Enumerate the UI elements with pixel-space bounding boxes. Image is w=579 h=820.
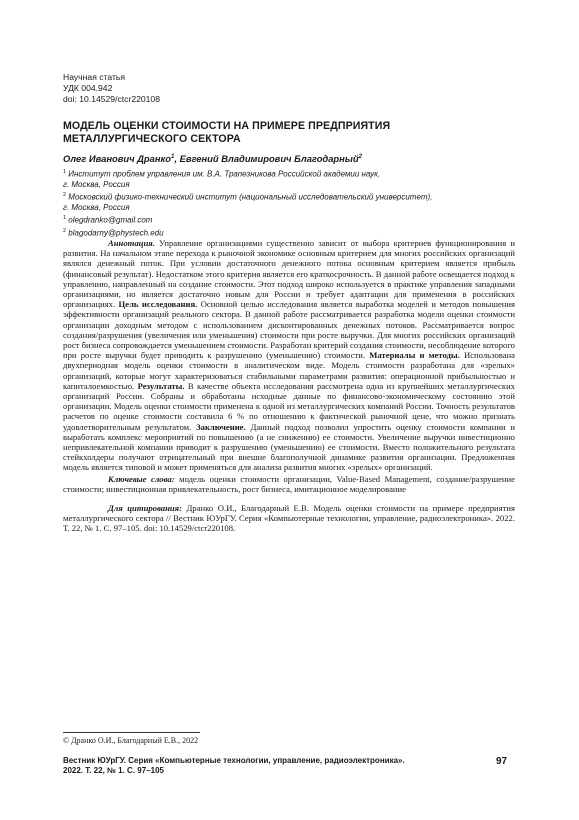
abstract-text-5: Данный подход позволил упростить оценку стоимости компании и выработать комплекс мероприятий по повышению (а не снижению) ее стоимости. Увеличение выручки инвестиционно непривлекательной компании приводит к разрушению (уменьшению) ее стоимости. Вместо положительного результата стейкхолдеры получают отрицательный при внешне благополучной динамике развития организации. Предложенная модель является типовой и может применяться для анализа развития многих «зрелых» организаций. [63,421,515,473]
email-2[interactable]: blagodarny@phystech.edu [66,228,164,238]
author-1: Олег Иванович Дранко [63,153,172,164]
author-2-sup: 2 [358,153,362,160]
abstract-text-2: Основной целью исследования является выработка моделей и методов повышения эффективности организаций реального сектора. В данной работе рассматривается разработка модели оценки стоимости организации доходным методом с использованием дисконтированных денежных потоков. Рассматривается вопрос создания/разрушения (увеличения или уменьшения) стоимости при росте выручки. Для многих российских организаций рост бизнеса сопровождается уменьшением стоимости. Разработан критерий создания стоимости, несоблюдение которого при росте выручки будет приводить к разрушению (уменьшению) стоимости. [63,299,516,361]
keywords-text: модель оценки стоимости организации, Value-Based Management, создание/разрушение стоимости; инвестиционная привлекательность, рост бизнеса, имитационное моделирование [63,473,515,494]
goal-label: Цель исследования. [118,299,198,310]
affiliation-2 [63,190,432,203]
journal-footer [63,756,405,776]
page-number: 97 [496,756,508,767]
affiliations [63,167,432,239]
affiliation-1-city: г. Москва, Россия [63,179,130,189]
article-type: Научная статья [63,72,126,82]
journal-line-2: 2022. Т. 22, № 1. С. 97–105 [63,766,164,775]
keywords-paragraph [63,474,515,494]
affiliation-2-org: Московский физико-технический институт (национальный исследовательский университет), [66,192,433,202]
abstract-label: Аннотация. [108,238,155,248]
title-line-2: МЕТАЛЛУРГИЧЕСКОГО СЕКТОРА [63,133,241,145]
affiliation-1-org: Институт проблем управления им. В.А. Трапезникова Российской академии наук, [66,169,381,179]
authors-line [63,153,362,164]
affiliation-2-city: г. Москва, Россия [63,202,130,212]
results-label: Результаты. [137,380,185,391]
methods-label: Материалы и методы. [369,350,460,361]
affiliation-1 [63,167,432,180]
author-2: Евгений Владимирович Благодарный [179,153,359,164]
abstract-paragraph [63,238,515,473]
doi[interactable]: doi: 10.14529/ctcr220108 [63,94,160,104]
abstract-block [63,238,515,534]
citation-label: Для цитирования: [108,503,182,514]
keywords-label: Ключевые слова: [108,473,175,484]
article-title [63,120,503,146]
copyright-line: © Дранко О.И., Благодарный Е.В., 2022 [63,736,199,745]
abstract-text-3: Использована двухпериодная модель оценки стоимости в аналитическом виде. Модель стоимости разработана для «зрелых» организаций, которые могут характеризоваться стабильными параметрами развития: операционной прибыльностью и капиталоемкостью. [63,350,515,391]
affiliation-2-sup: 2 [63,192,67,199]
email-1-sup: 1 [63,215,67,222]
abstract-text-1: Управление организациями существенно зависит от выбора критериев функционирования и развития. На начальном этапе перехода к рыночной экономике основным критерием для многих российских организаций являлся денежный поток. При условии достаточного денежного потока основным критерием является прибыль (финансовый результат). Недостатком этого критерия является его краткосрочность. В данной работе освещается подход к управлению, направленный на создание стоимости. Этот подход широко используется в практике управления западными организациями, но является достаточно новым для России и требует адаптации для применения в российских организациях. [63,238,515,310]
affiliation-1-sup: 1 [63,169,67,175]
authors-separator: , [174,153,180,164]
author-1-sup: 1 [171,153,175,160]
citation-paragraph [63,503,515,534]
footnote-divider [63,732,200,733]
article-meta [63,72,160,105]
udc-code: УДК 004.942 [63,83,113,93]
email-2-sup: 2 [63,227,67,234]
citation-text: Дранко О.И., Благодарный Е.В. Модель оценки стоимости на примере предприятия металлургического сектора // Вестник ЮУрГУ. Серия «Компьютерные технологии, управление, радиоэлектроника». 2022. Т. 22, № 1. С. 97–105. doi: 10.14529/ctcr220108. [63,503,515,534]
abstract-text-4: В качестве объекта исследования рассмотрена одна из крупнейших металлургических организаций России. Собраны и обработаны исходные данные по финансово-экономическому состоянию этой организации. Модель оценки стоимости применена к одной из металлургических компаний России. Точность результатов расчетов по оценке стоимости составила 6 % по отношению к фактической рыночной цене, что можно признать удовлетворительным результатом. [63,380,515,432]
email-2-row [63,226,432,239]
conclusion-label: Заключение. [196,421,246,432]
email-1[interactable]: olegdranko@gmail.com [66,215,153,225]
email-1-row [63,213,432,226]
title-line-1: МОДЕЛЬ ОЦЕНКИ СТОИМОСТИ НА ПРИМЕРЕ ПРЕДПРИЯТИЯ [63,120,391,132]
journal-line-1: Вестник ЮУрГУ. Серия «Компьютерные технологии, управление, радиоэлектроника». [63,756,405,765]
